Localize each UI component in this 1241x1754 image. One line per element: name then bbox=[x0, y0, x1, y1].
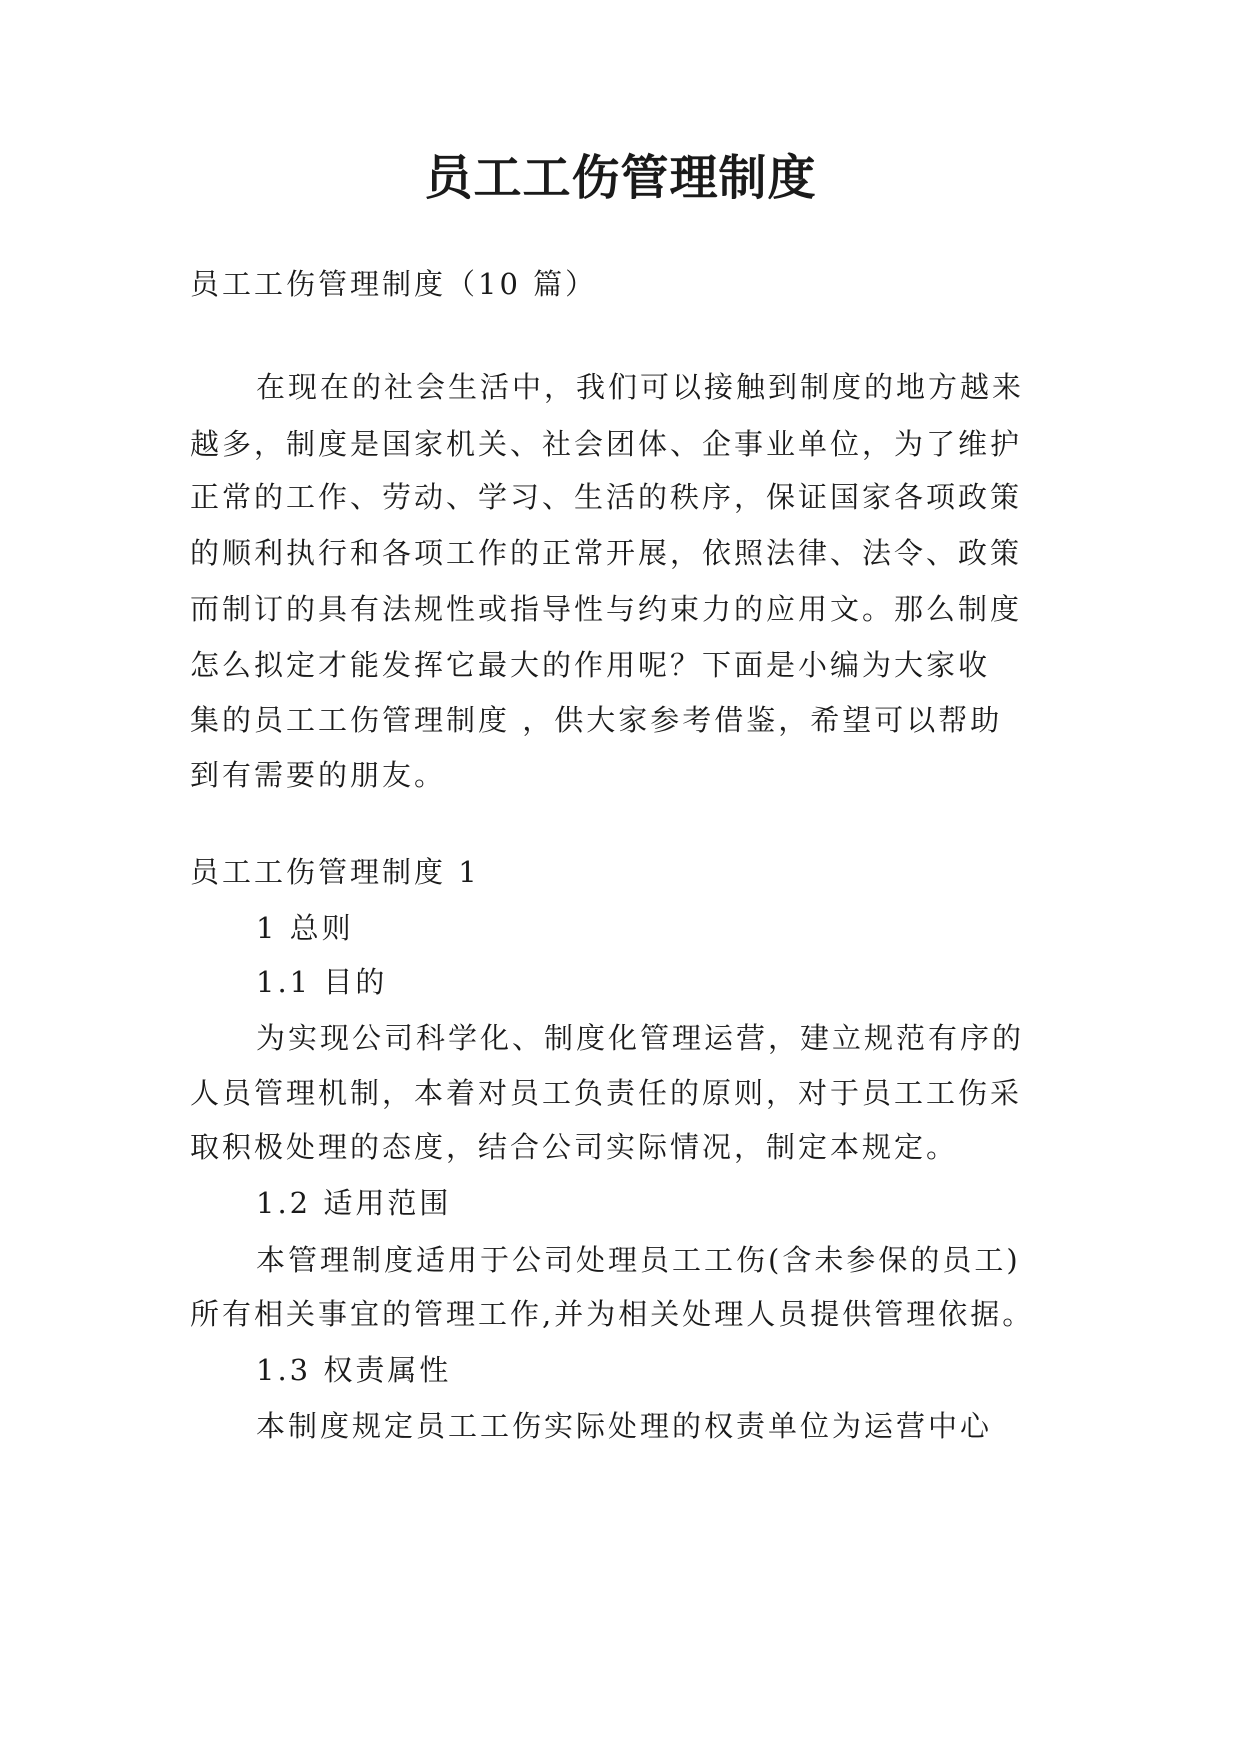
intro-line: 的顺利执行和各项工作的正常开展，依照法律、法令、政策 bbox=[190, 536, 1023, 570]
paragraph-line: 所有相关事宜的管理工作,并为相关处理人员提供管理依据。 bbox=[190, 1297, 1035, 1331]
intro-line: 越多，制度是国家机关、社会团体、企事业单位，为了维护 bbox=[190, 427, 1023, 461]
paragraph-line: 取积极处理的态度，结合公司实际情况，制定本规定。 bbox=[190, 1130, 959, 1164]
subsection-heading: 1.3 权责属性 bbox=[256, 1353, 452, 1387]
intro-line: 在现在的社会生活中，我们可以接触到制度的地方越来 bbox=[256, 370, 1025, 404]
intro-line: 怎么拟定才能发挥它最大的作用呢？下面是小编为大家收 bbox=[190, 648, 991, 682]
intro-line: 而制订的具有法规性或指导性与约束力的应用文。那么制度 bbox=[190, 592, 1023, 626]
intro-line: 集的员工工伤管理制度 ，供大家参考借鉴，希望可以帮助 bbox=[190, 703, 1003, 737]
section-heading: 员工工伤管理制度 1 bbox=[190, 855, 480, 889]
paragraph-line: 人员管理机制，本着对员工负责任的原则，对于员工工伤采 bbox=[190, 1076, 1023, 1110]
subsection-heading: 1.1 目的 bbox=[256, 965, 388, 999]
document-title: 员工工伤管理制度 bbox=[424, 150, 817, 206]
paragraph-line: 为实现公司科学化、制度化管理运营，建立规范有序的 bbox=[256, 1021, 1025, 1055]
paragraph-line: 本管理制度适用于公司处理员工工伤(含未参保的员工) bbox=[256, 1243, 1021, 1277]
intro-line: 正常的工作、劳动、学习、生活的秩序，保证国家各项政策 bbox=[190, 480, 1023, 514]
subsection-heading: 1.2 适用范围 bbox=[256, 1186, 452, 1220]
chapter-heading: 1 总则 bbox=[256, 911, 354, 945]
paragraph-line: 本制度规定员工工伤实际处理的权责单位为运营中心 bbox=[256, 1409, 993, 1443]
intro-line: 到有需要的朋友。 bbox=[190, 758, 447, 792]
document-subtitle: 员工工伤管理制度（10 篇） bbox=[190, 267, 598, 301]
